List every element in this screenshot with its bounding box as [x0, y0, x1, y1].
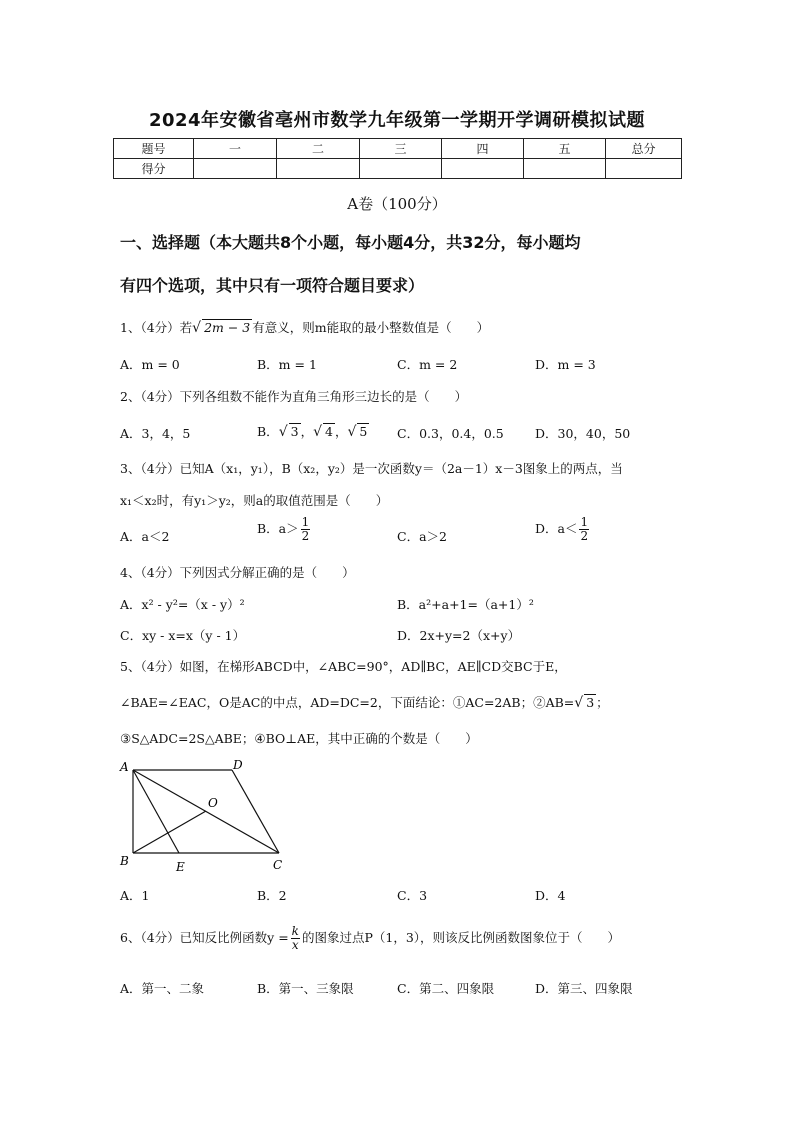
- sqrt-symbol: √: [347, 424, 357, 440]
- score-cell[interactable]: [606, 159, 682, 179]
- q1-stem: [120, 318, 489, 336]
- q2-option-b[interactable]: [257, 422, 369, 440]
- fraction-denominator: 2: [301, 529, 310, 543]
- q2-option-c[interactable]: C．0.3，0.4，0.5: [397, 426, 504, 441]
- q1-radicand: 2m − 3: [204, 320, 251, 335]
- score-header-cell: 三: [360, 139, 442, 159]
- section1-heading-line2: 有四个选项，其中只有一项符合题目要求）: [120, 276, 425, 295]
- q1-option-a[interactable]: A．m = 0: [120, 357, 180, 372]
- q2-b-sep: ，: [334, 424, 348, 439]
- q1-suffix: 有意义，则m能取的最小整数值是（ ）: [252, 320, 490, 335]
- q2-option-d[interactable]: D．30，40，50: [535, 426, 631, 441]
- q5-trapezoid-figure: [112, 755, 297, 877]
- q5-option-b[interactable]: B．2: [257, 888, 287, 903]
- q2-b-radicand-1: 3: [290, 424, 299, 439]
- q5-option-d[interactable]: D．4: [535, 888, 566, 903]
- score-row-label: 得分: [114, 159, 194, 179]
- q2-b-radicand-2: 4: [325, 424, 333, 439]
- q6-option-b[interactable]: B．第一、三象限: [257, 981, 354, 996]
- score-header-cell: 四: [442, 139, 524, 159]
- q3-b-label: B．a＞: [257, 521, 299, 536]
- score-header-cell: 五: [524, 139, 606, 159]
- sqrt-symbol: √: [313, 424, 322, 440]
- q5-stem-line3: ③S△ADC=2S△ABE；④BO⊥AE，其中正确的个数是（ ）: [120, 731, 478, 746]
- label-e: E: [176, 860, 185, 874]
- score-table-score-row: [114, 159, 682, 179]
- label-o: O: [208, 796, 218, 810]
- score-header-cell: 一: [194, 139, 277, 159]
- fraction: [291, 925, 300, 952]
- q1-option-c[interactable]: C．m = 2: [397, 357, 458, 372]
- fraction-numerator: k: [291, 924, 299, 938]
- score-cell[interactable]: [442, 159, 524, 179]
- q4-option-b[interactable]: B．a²+a+1=（a+1）²: [397, 597, 534, 612]
- section-a-heading: A卷（100分）: [347, 195, 447, 213]
- q6-prefix: 6、（4分）已知反比例函数y =: [120, 930, 289, 945]
- q5-option-c[interactable]: C．3: [397, 888, 428, 903]
- label-b: B: [120, 854, 129, 868]
- fraction-denominator: x: [291, 938, 299, 952]
- q5-option-a[interactable]: A．1: [120, 888, 150, 903]
- sqrt-symbol: √: [192, 320, 202, 336]
- page-title: 2024年安徽省亳州市数学九年级第一学期开学调研模拟试题: [148, 110, 646, 131]
- q3-stem-line2: x₁＜x₂时，有y₁＞y₂，则a的取值范围是（ ）: [120, 493, 389, 508]
- q4-option-a[interactable]: A．x² - y²=（x - y）²: [120, 597, 245, 612]
- q6-suffix: 的图象过点P（1，3），则该反比例函数图象位于（ ）: [301, 930, 621, 945]
- score-header-cell: 总分: [606, 139, 682, 159]
- segment-bo: [133, 811, 206, 853]
- sqrt-symbol: √: [574, 695, 584, 711]
- score-table-header-row: [114, 139, 682, 159]
- q4-stem: 4、（4分）下列因式分解正确的是（ ）: [120, 565, 355, 580]
- segment-dc: [232, 770, 279, 853]
- label-c: C: [273, 858, 283, 872]
- q5-line2-radicand: 3: [586, 695, 595, 710]
- q2-b-radicand-3: 5: [359, 424, 368, 439]
- q3-option-d[interactable]: [535, 516, 591, 543]
- sqrt-symbol: √: [278, 424, 288, 440]
- score-cell[interactable]: [360, 159, 442, 179]
- score-cell[interactable]: [194, 159, 277, 179]
- q6-option-a[interactable]: A．第一、二象: [120, 981, 205, 996]
- q3-option-b[interactable]: [257, 516, 312, 543]
- q2-option-a[interactable]: A．3，4，5: [120, 426, 191, 441]
- q6-stem: [120, 925, 620, 952]
- q4-option-c[interactable]: C．xy - x=x（y - 1）: [120, 628, 246, 643]
- label-a: A: [120, 760, 129, 774]
- q5-stem-line1: 5、（4分）如图，在梯形ABCD中，∠ABC=90°，AD∥BC，AE∥CD交BC于E，: [120, 659, 567, 674]
- fraction: [579, 516, 589, 543]
- q4-option-d[interactable]: D．2x+y=2（x+y）: [397, 628, 521, 643]
- q3-stem-line1: 3、（4分）已知A（x₁，y₁），B（x₂，y₂）是一次函数y＝（2a－1）x－3图象上的两点，当: [120, 461, 623, 476]
- q5-line2-pre: ∠BAE=∠EAC，O是AC的中点，AD=DC=2，下面结论：①AC=2AB；②AB=: [120, 695, 575, 710]
- q2-b-label: B．: [257, 424, 279, 439]
- fraction-denominator: 2: [580, 529, 589, 543]
- score-header-cell: 二: [277, 139, 360, 159]
- label-d: D: [233, 758, 243, 772]
- q2-stem: 2、（4分）下列各组数不能作为直角三角形三边长的是（ ）: [120, 389, 468, 404]
- score-table: [113, 138, 682, 179]
- section1-heading-line1: 一、选择题（本大题共8个小题，每小题4分，共32分，每小题均: [120, 233, 581, 252]
- score-cell[interactable]: [524, 159, 606, 179]
- q2-b-sep: ，: [300, 424, 314, 439]
- q6-option-c[interactable]: C．第二、四象限: [397, 981, 495, 996]
- q1-option-b[interactable]: B．m = 1: [257, 357, 317, 372]
- fraction: [301, 516, 311, 543]
- score-cell[interactable]: [277, 159, 360, 179]
- q3-d-label: D．a＜: [535, 521, 578, 536]
- score-header-cell: 题号: [114, 139, 194, 159]
- q5-stem-line2: [120, 693, 609, 711]
- q3-option-c[interactable]: C．a＞2: [397, 529, 447, 544]
- fraction-numerator: 1: [301, 515, 310, 529]
- q5-line2-post: ；: [596, 695, 609, 710]
- q1-option-d[interactable]: D．m = 3: [535, 357, 596, 372]
- fraction-numerator: 1: [580, 515, 589, 529]
- q1-prefix: 1、（4分）若: [120, 320, 193, 335]
- q3-option-a[interactable]: A．a＜2: [120, 529, 170, 544]
- q6-option-d[interactable]: D．第三、四象限: [535, 981, 633, 996]
